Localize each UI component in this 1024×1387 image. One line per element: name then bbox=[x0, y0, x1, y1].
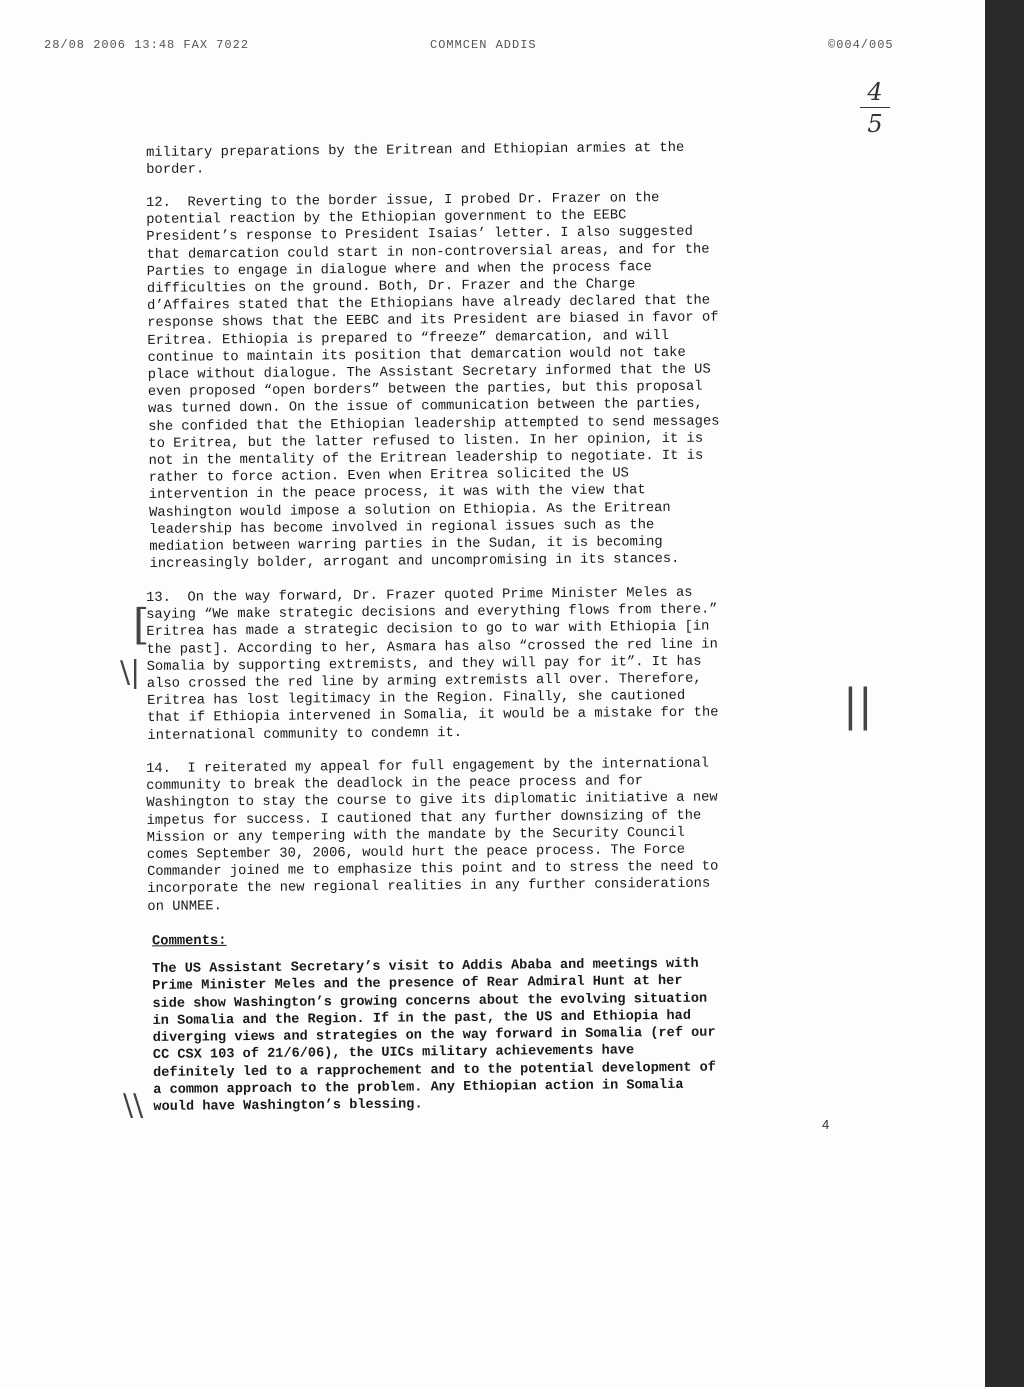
fax-header-sender: COMMCEN ADDIS bbox=[430, 38, 537, 52]
document-body bbox=[146, 140, 836, 1130]
paragraph-13: 13. On the way forward, Dr. Frazer quoted Prime Minister Meles as saying “We make strategic decisions and everything flows from there.” Eritrea has made a strategic decision to go to war with Ethiopia [in the past]. According to her, Asmara has also “crossed the red line in Somalia by supporting extremists, and they will pay for it”. It has also crossed the red line by arming extremists all over. Therefore, Eritrea has lost legitimacy in the Region. Finally, she cautioned that if Ethiopia intervened in Somalia, it would be a mistake for the international community to condemn it. bbox=[146, 585, 719, 744]
handwritten-margin-mark-icon: \| bbox=[120, 655, 141, 690]
handwritten-margin-mark-icon: \\ bbox=[123, 1088, 144, 1123]
comments-text: The US Assistant Secretary’s visit to Addis Ababa and meetings with Prime Minister Meles and the presence of Rear Admiral Hunt at her side show Washington’s growing concerns about the evolving situation in Somalia and the Region. If in the past, the US and Ethiopia had diverging views and strategies on the way forward in Somalia (ref our CC CSX 103 of 21/6/06), the UICs military achievements have definitely led to a rapprochement and to the potential development of a common approach to the problem. Any Ethiopian action in Somalia would have Washington’s blessing. bbox=[152, 956, 716, 1115]
handwritten-page-total: 5 bbox=[867, 110, 883, 138]
handwritten-page-fraction bbox=[860, 80, 890, 136]
handwritten-margin-double-line-icon: || bbox=[843, 680, 873, 731]
paragraph-14: 14. I reiterated my appeal for full engagement by the international community to break the deadlock in the peace process and for Washington to stay the course to give its diplomatic initiative a new impetus for success. I cautioned that any further downsizing of the Mission or any tempering with the mandate by the Security Council comes September 30, 2006, would hurt the peace process. The Force Commander joined me to emphasize this point and to stress the need to incorporate the new regional realities in any further considerations on UNMEE. bbox=[146, 756, 719, 915]
fax-header-page-count: ©004/005 bbox=[828, 38, 894, 52]
fax-header-timestamp: 28/08 2006 13:48 FAX 7022 bbox=[44, 38, 250, 52]
handwritten-page-current: 4 bbox=[867, 78, 883, 106]
page-number: 4 bbox=[822, 1117, 830, 1132]
paragraph-12: 12. Reverting to the border issue, I probed Dr. Frazer on the potential reaction by the Ethiopian government to the EEBC President’s response to President Isaias’ letter. I also suggested that demarcation could start in non-controversial areas, and for the Parties to engage in dialogue where and when the process face difficulties on the ground. Both, Dr. Frazer and the Charge d’Affaires stated that the Ethiopians have already declared that the response shows that the EEBC and its President are biased in favor of Eritrea. Ethiopia is prepared to “freeze” demarcation, and will continue to maintain its position that demarcation would not take place without dialogue. The Assistant Secretary informed that the US even proposed “open borders” between the parties, but this proposal was turned down. On the issue of communication between the parties, she confided that the Ethiopian leadership attempted to send messages to Eritrea, but the latter refused to listen. In her opinion, it is not in the mentality of the Eritrean leadership to negotiate. It is rather to force action. Even when Eritrea solicited the US intervention in the peace process, it was with the view that Washington would impose a solution on Ethiopia. As the Eritrean leadership has become involved in regional issues such as the mediation between warring parties in the Sudan, it is becoming increasingly bolder, arrogant and uncompromising in its stances. bbox=[146, 191, 720, 573]
handwritten-margin-bracket-icon: [ bbox=[133, 600, 150, 649]
paragraph-continuation: military preparations by the Eritrean and Ethiopian armies at the border. bbox=[146, 140, 685, 179]
comments-heading: Comments: bbox=[151, 933, 227, 949]
